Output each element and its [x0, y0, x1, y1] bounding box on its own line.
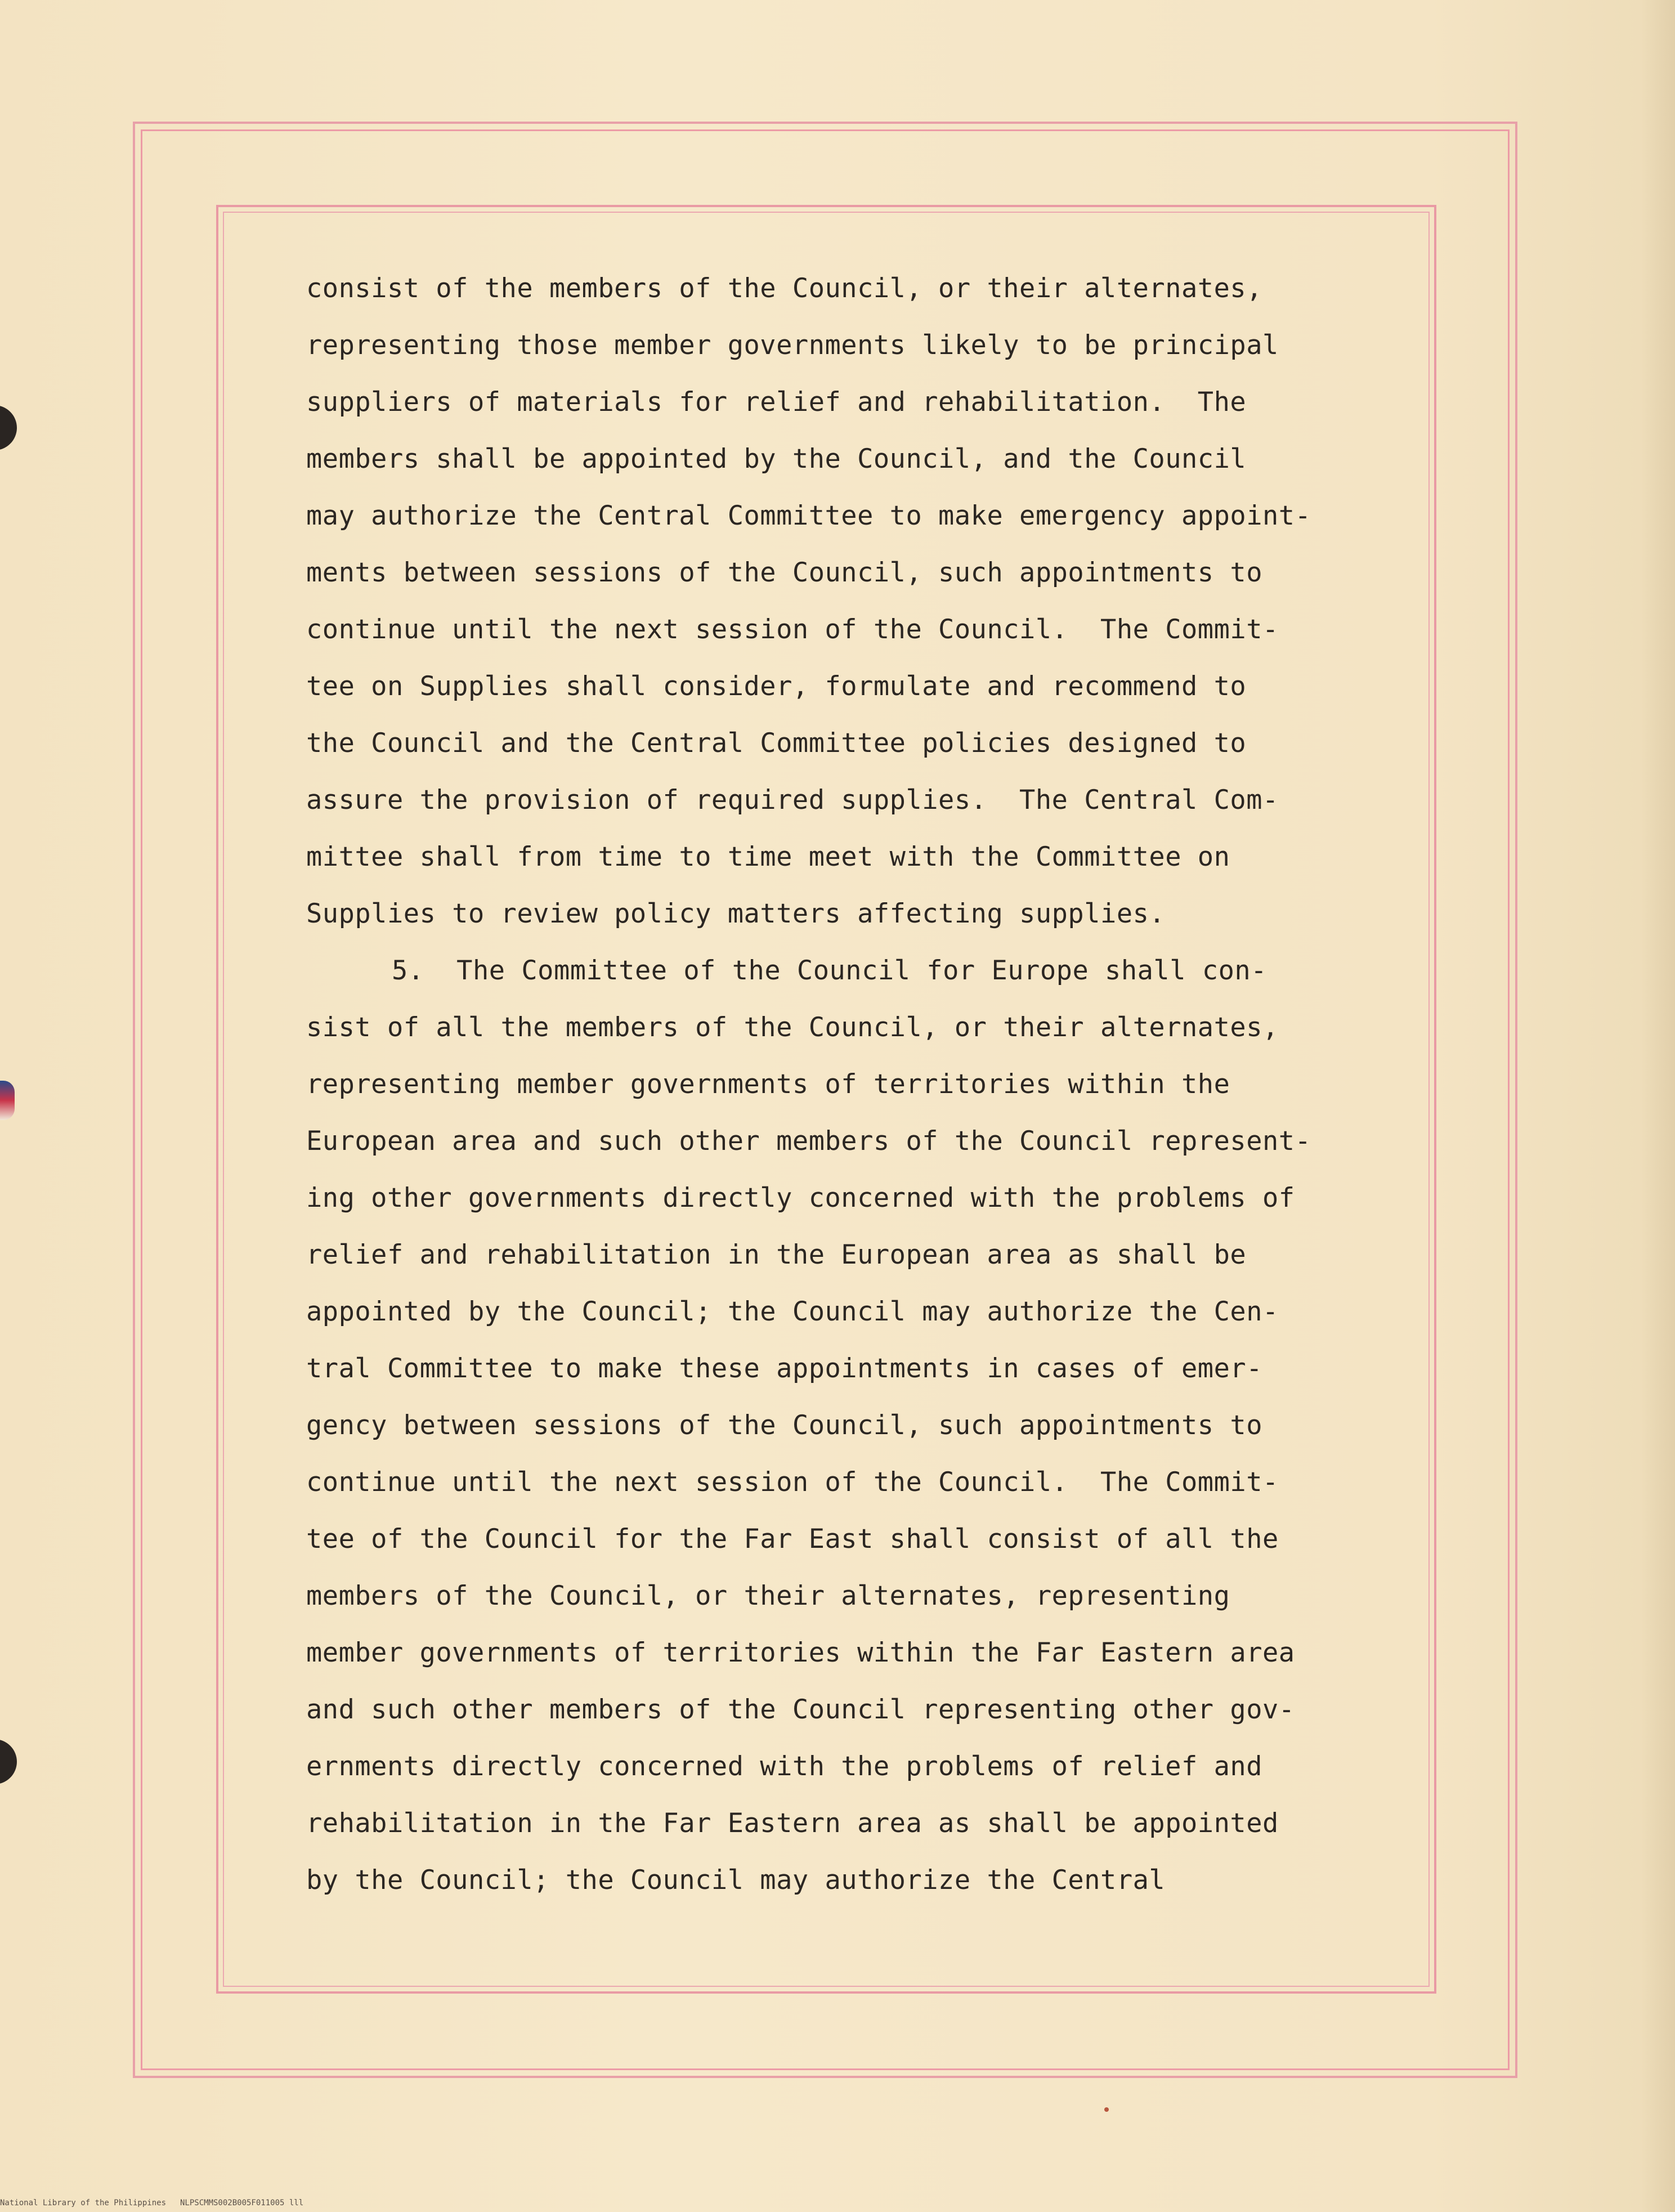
text-line: member governments of territories within the Far Eastern area — [306, 1637, 1295, 1668]
text-line: may authorize the Central Committee to make emergency appoint- — [306, 500, 1311, 531]
text-line: relief and rehabilitation in the European area as shall be — [306, 1239, 1247, 1270]
footer-library-name: National Library of the Philippines — [0, 2198, 167, 2207]
text-line: appointed by the Council; the Council may authorize the Cen- — [306, 1296, 1279, 1327]
ink-speck — [1104, 2107, 1109, 2112]
text-line: members of the Council, or their alternates, representing — [306, 1580, 1230, 1611]
text-line: continue until the next session of the Council. The Commit- — [306, 614, 1279, 645]
text-line: and such other members of the Council representing other gov- — [306, 1694, 1295, 1725]
text-line: ernments directly concerned with the problems of relief and — [306, 1751, 1262, 1782]
page-edge-shadow — [1641, 0, 1675, 2212]
colored-tab-marker — [0, 1081, 15, 1120]
typed-body-text — [306, 260, 1376, 1909]
text-line: ments between sessions of the Council, such appointments to — [306, 557, 1262, 588]
text-line: tee on Supplies shall consider, formulate and recommend to — [306, 671, 1247, 702]
text-line: Supplies to review policy matters affecting supplies. — [306, 898, 1166, 929]
text-line: members shall be appointed by the Council, and the Council — [306, 444, 1247, 474]
text-line: representing member governments of territories within the — [306, 1069, 1230, 1100]
text-line: continue until the next session of the Council. The Commit- — [306, 1467, 1279, 1498]
text-line: by the Council; the Council may authorize the Central — [306, 1865, 1166, 1896]
text-line: suppliers of materials for relief and rehabilitation. The — [306, 387, 1247, 418]
text-line: consist of the members of the Council, or their alternates, — [306, 273, 1262, 304]
text-line: tee of the Council for the Far East shall consist of all the — [306, 1524, 1279, 1555]
text-line: assure the provision of required supplies. The Central Com- — [306, 785, 1279, 816]
text-line: the Council and the Central Committee policies designed to — [306, 728, 1247, 759]
text-line: gency between sessions of the Council, such appointments to — [306, 1410, 1262, 1441]
text-line: rehabilitation in the Far Eastern area as shall be appointed — [306, 1808, 1279, 1839]
paragraph-5-first-line: 5. The Committee of the Council for Europe shall con- — [392, 955, 1268, 986]
text-line: tral Committee to make these appointments in cases of emer- — [306, 1353, 1262, 1384]
footer-archive-code: NLPSCMMS002B005F011005 lll — [180, 2198, 304, 2207]
punch-hole-bottom — [0, 1739, 17, 1784]
text-line: representing those member governments likely to be principal — [306, 330, 1279, 361]
text-line: sist of all the members of the Council, or their alternates, — [306, 1012, 1279, 1043]
text-line: mittee shall from time to time meet with the Committee on — [306, 841, 1230, 872]
punch-hole-top — [0, 405, 17, 450]
text-line: ing other governments directly concerned with the problems of — [306, 1183, 1295, 1214]
text-line: European area and such other members of the Council represent- — [306, 1126, 1311, 1157]
